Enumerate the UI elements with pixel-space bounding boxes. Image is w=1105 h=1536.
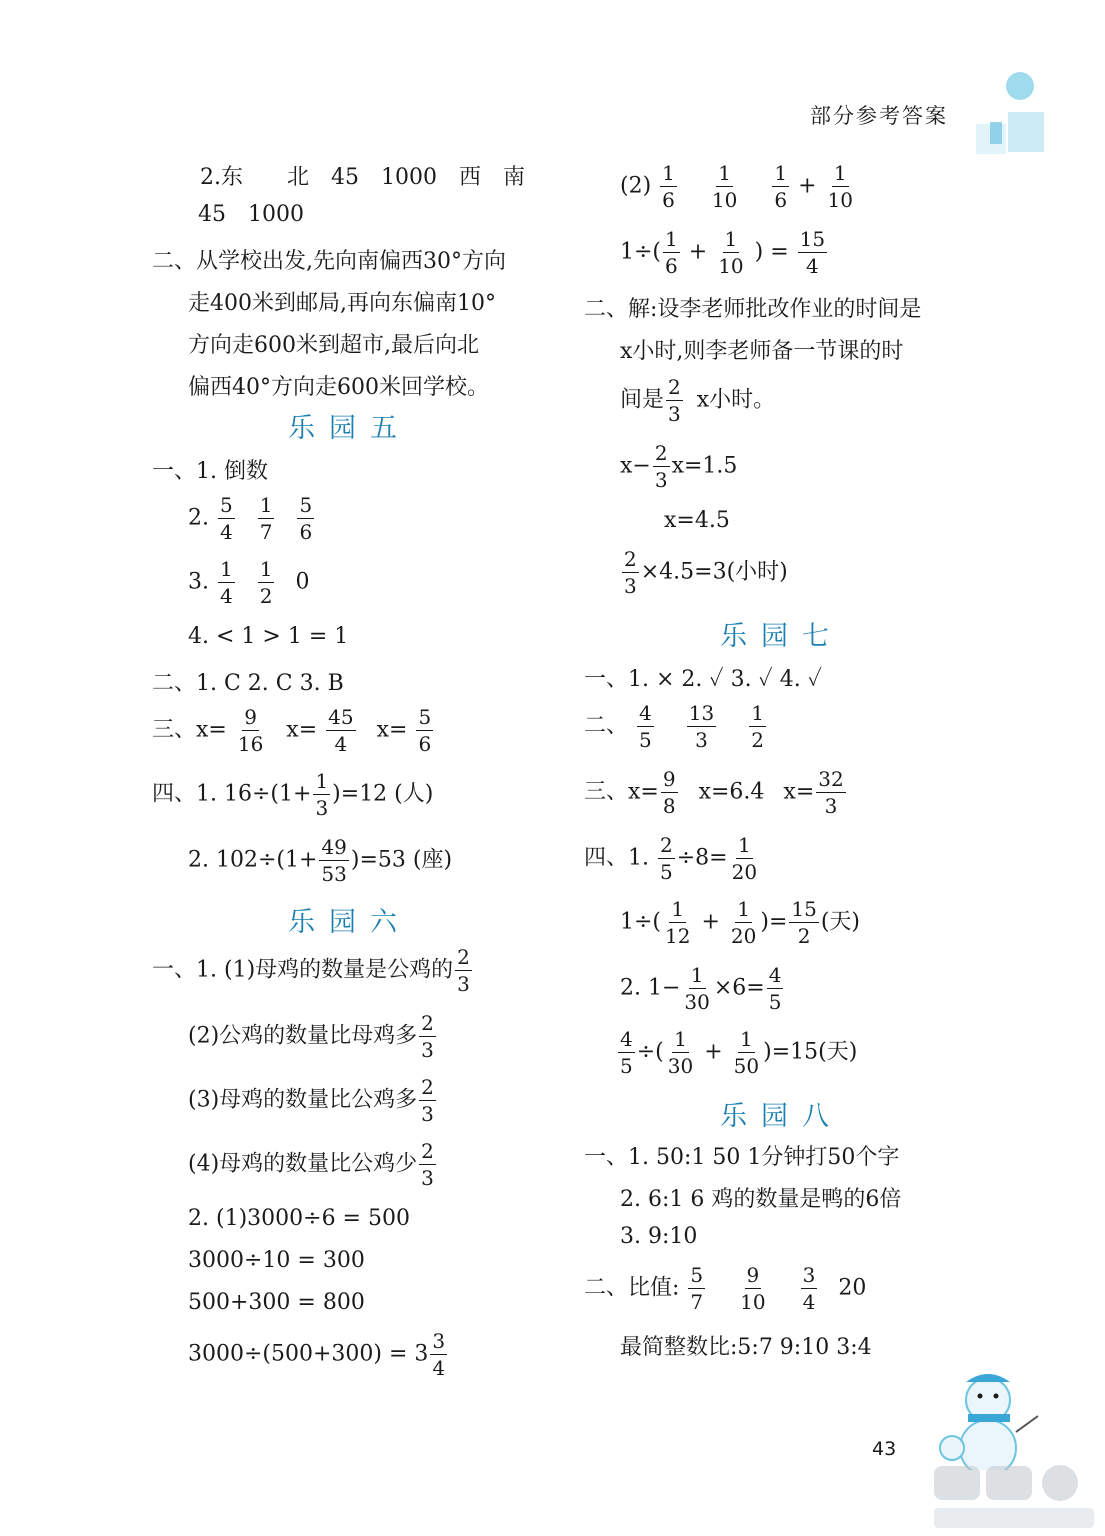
fraction [687, 700, 716, 753]
text: 东 [221, 165, 244, 190]
denominator: 3 [421, 1102, 434, 1126]
denominator: 5 [620, 1054, 633, 1078]
text: 3000÷(500+300) = 3 [188, 1341, 429, 1367]
text: 20 [838, 1275, 867, 1301]
fraction [688, 1262, 705, 1315]
answer-line: 二、解:设李老师批改作业的时间是 [584, 297, 922, 322]
numerator: 15 [791, 897, 817, 921]
text: x= [783, 779, 815, 805]
denominator: 20 [731, 860, 758, 884]
text: x− [620, 453, 651, 479]
fraction [789, 896, 818, 949]
answer-line [620, 440, 737, 493]
denominator: 5 [660, 860, 673, 884]
answer-line: 3000÷10 = 300 [188, 1248, 365, 1273]
denominator: 50 [733, 1054, 760, 1078]
denominator: 3 [695, 728, 708, 752]
text: + [701, 909, 720, 935]
answer-line [584, 766, 848, 819]
denominator: 2 [259, 584, 273, 608]
text: (2)公鸡的数量比母鸡多 [188, 1023, 418, 1049]
text: 0 [295, 569, 310, 595]
denominator: 3 [654, 468, 668, 492]
numerator: 4 [639, 701, 652, 725]
text: x= [376, 717, 408, 743]
fraction [660, 160, 677, 213]
answer-line [620, 896, 860, 949]
text: )=15(天) [763, 1039, 858, 1065]
page-number: 43 [872, 1438, 897, 1460]
text: ÷( [636, 1039, 664, 1065]
fraction [826, 160, 855, 213]
numerator: 1 [315, 769, 329, 793]
fraction [749, 700, 766, 753]
numerator: 1 [774, 161, 788, 185]
denominator: 53 [321, 862, 347, 886]
fraction [732, 1026, 761, 1079]
numerator: 4 [768, 963, 782, 987]
denominator: 4 [802, 1290, 816, 1314]
section-title-5: 乐园五 [288, 413, 411, 444]
numerator: 5 [299, 493, 313, 517]
text: 二、比值: [584, 1275, 680, 1301]
denominator: 5 [639, 728, 652, 752]
answer-line [584, 832, 761, 885]
numerator: 32 [818, 767, 844, 791]
text: 1000 [381, 165, 438, 190]
text: 2. [200, 165, 221, 190]
numerator: 1 [259, 493, 273, 517]
fraction [653, 440, 670, 493]
numerator: 1 [718, 161, 731, 185]
answer-line: 一、1. × 2. ✓ 3. ✓ 4. ✓ [584, 667, 822, 692]
fraction [772, 160, 789, 213]
numerator: 1 [737, 897, 750, 921]
text: 间是 [620, 387, 665, 413]
numerator: 2 [457, 945, 470, 969]
numerator: 1 [740, 1027, 753, 1051]
text: (4)母鸡的数量比公鸡少 [188, 1151, 418, 1177]
numerator: 5 [418, 705, 432, 729]
answer-line [620, 374, 775, 427]
text: (天) [820, 909, 861, 935]
numerator: 2 [654, 441, 668, 465]
denominator: 7 [259, 520, 273, 544]
text: + [798, 173, 817, 199]
answer-line [620, 546, 788, 599]
text: 三、x= [584, 779, 659, 805]
numerator: 3 [432, 1329, 446, 1353]
text: + [704, 1039, 723, 1065]
denominator: 30 [667, 1054, 694, 1078]
denominator: 8 [662, 794, 676, 818]
numerator: 2 [668, 375, 681, 399]
text: 2. 102÷(1+ [188, 847, 318, 873]
numerator: 5 [220, 493, 233, 517]
denominator: 10 [718, 254, 744, 278]
fraction [710, 160, 739, 213]
fraction [767, 962, 784, 1015]
snowman-illustration [930, 1370, 1050, 1470]
denominator: 4 [806, 254, 819, 278]
answer-line: 走400米到邮局,再向东偏南10° [188, 291, 496, 316]
answer-line: 2. 6:1 6 鸡的数量是鸭的6倍 [620, 1187, 902, 1212]
text: 西 [459, 165, 482, 190]
numerator: 1 [724, 227, 738, 251]
fraction [682, 962, 711, 1015]
fraction [801, 1262, 818, 1315]
text: 2. 1− [620, 975, 681, 1001]
answer-line: 偏西40°方向走600米回学校。 [188, 375, 489, 400]
text: ×6= [713, 975, 765, 1001]
text: 45 [331, 165, 360, 190]
denominator: 10 [711, 188, 738, 212]
fraction [816, 766, 845, 819]
denominator: 3 [824, 794, 838, 818]
answer-line [584, 700, 768, 753]
numerator: 2 [421, 1139, 434, 1163]
fraction [661, 766, 678, 819]
numerator: 1 [833, 161, 847, 185]
answer-line: 一、1. 倒数 [152, 459, 268, 484]
numerator: 2 [421, 1011, 434, 1035]
text: + [688, 239, 708, 265]
denominator: 6 [418, 732, 432, 756]
text: ×4.5=3(小时) [640, 559, 788, 585]
text: ) = [754, 239, 789, 265]
answer-line: x=4.5 [664, 508, 730, 533]
denominator: 6 [774, 188, 788, 212]
denominator: 3 [421, 1166, 434, 1190]
denominator: 7 [690, 1290, 704, 1314]
answer-line [584, 1262, 866, 1315]
numerator: 1 [671, 897, 685, 921]
text: x小时。 [696, 387, 776, 413]
denominator: 4 [334, 732, 348, 756]
answer-line [620, 160, 857, 213]
text: 1÷( [620, 239, 662, 265]
text: 1000 [248, 202, 304, 227]
text: (3)母鸡的数量比公鸡多 [188, 1087, 418, 1113]
fraction [658, 832, 675, 885]
text: x=1.5 [671, 453, 738, 479]
denominator: 4 [220, 584, 233, 608]
denominator: 16 [237, 732, 264, 756]
denominator: 3 [624, 574, 637, 598]
denominator: 2 [751, 728, 764, 752]
watermark-logo [928, 1462, 1098, 1532]
numerator: 9 [244, 705, 257, 729]
text: x= [286, 717, 318, 743]
numerator: 1 [751, 701, 764, 725]
denominator: 4 [432, 1356, 446, 1380]
numerator: 15 [799, 227, 826, 251]
text: x=6.4 [698, 779, 765, 805]
text: (2) [620, 173, 652, 199]
numerator: 4 [620, 1027, 633, 1051]
numerator: 49 [321, 835, 347, 859]
answer-line [620, 962, 785, 1015]
answer-line: 一、1. 50:1 50 1分钟打50个字 [584, 1145, 900, 1170]
numerator: 1 [674, 1027, 687, 1051]
text: 三、x= [152, 717, 227, 743]
denominator: 4 [220, 520, 233, 544]
text: 1÷( [620, 909, 662, 935]
fraction [798, 226, 827, 279]
fraction [622, 546, 639, 599]
text: 一、1. (1)母鸡的数量是公鸡的 [152, 957, 454, 983]
answer-line: 最简整数比:5:7 9:10 3:4 [620, 1335, 872, 1360]
text: ÷8= [676, 845, 728, 871]
denominator: 30 [684, 990, 710, 1014]
fraction [730, 832, 759, 885]
numerator: 1 [220, 557, 233, 581]
answer-line [620, 226, 829, 279]
numerator: 9 [746, 1263, 760, 1287]
denominator: 2 [797, 924, 811, 948]
answer-line: 方向走600米到超市,最后向北 [188, 333, 479, 358]
fraction [663, 896, 692, 949]
denominator: 6 [299, 520, 313, 544]
header-label: 部分参考答案 [810, 104, 948, 128]
answer-line: x小时,则李老师备一节课的时 [620, 339, 904, 364]
denominator: 3 [457, 972, 470, 996]
answer-line: 2. (1)3000÷6 = 500 [188, 1206, 410, 1231]
answer-line: 二、从学校出发,先向南偏西30°方向 [152, 249, 506, 274]
answer-line: 4. < 1 > 1 = 1 [188, 624, 349, 649]
text: 2. [188, 505, 209, 531]
denominator: 10 [827, 188, 853, 212]
numerator: 45 [328, 705, 354, 729]
fraction [637, 700, 654, 753]
text: 南 [503, 165, 526, 190]
answer-line: 二、1. C 2. C 3. B [152, 671, 344, 696]
numerator: 13 [688, 701, 715, 725]
numerator: 2 [660, 833, 673, 857]
answer-line: 3. 9:10 [620, 1224, 698, 1249]
numerator: 5 [690, 1263, 704, 1287]
numerator: 1 [662, 161, 675, 185]
fraction [666, 374, 683, 427]
fraction [738, 1262, 767, 1315]
text: 北 [287, 165, 310, 190]
fraction [716, 226, 745, 279]
numerator: 1 [665, 227, 678, 251]
section-title-6: 乐园六 [288, 907, 411, 938]
section-title-7: 乐园七 [720, 621, 843, 652]
denominator: 3 [421, 1038, 434, 1062]
text: 45 [198, 202, 226, 227]
text: )=12 (人) [332, 781, 434, 807]
numerator: 3 [802, 1263, 816, 1287]
denominator: 3 [668, 402, 681, 426]
denominator: 6 [665, 254, 678, 278]
numerator: 1 [690, 963, 704, 987]
text: 3. [188, 569, 209, 595]
numerator: 2 [421, 1075, 434, 1099]
denominator: 5 [768, 990, 782, 1014]
denominator: 3 [315, 796, 329, 820]
fraction [729, 896, 758, 949]
fraction [663, 226, 680, 279]
denominator: 10 [740, 1290, 766, 1314]
text: 二、 [584, 713, 629, 739]
numerator: 1 [259, 557, 273, 581]
denominator: 20 [730, 924, 757, 948]
section-title-8: 乐园八 [720, 1101, 843, 1132]
denominator: 12 [665, 924, 691, 948]
numerator: 9 [662, 767, 676, 791]
numerator: 2 [624, 547, 637, 571]
text: )= [760, 909, 788, 935]
text: )=53 (座) [350, 847, 453, 873]
text: 四、1. [584, 845, 649, 871]
numerator: 1 [737, 833, 751, 857]
answer-line: 500+300 = 800 [188, 1290, 365, 1315]
denominator: 6 [662, 188, 675, 212]
fraction [618, 1026, 635, 1079]
answer-line [616, 1026, 857, 1079]
fraction [666, 1026, 695, 1079]
text: 四、1. 16÷(1+ [152, 781, 312, 807]
